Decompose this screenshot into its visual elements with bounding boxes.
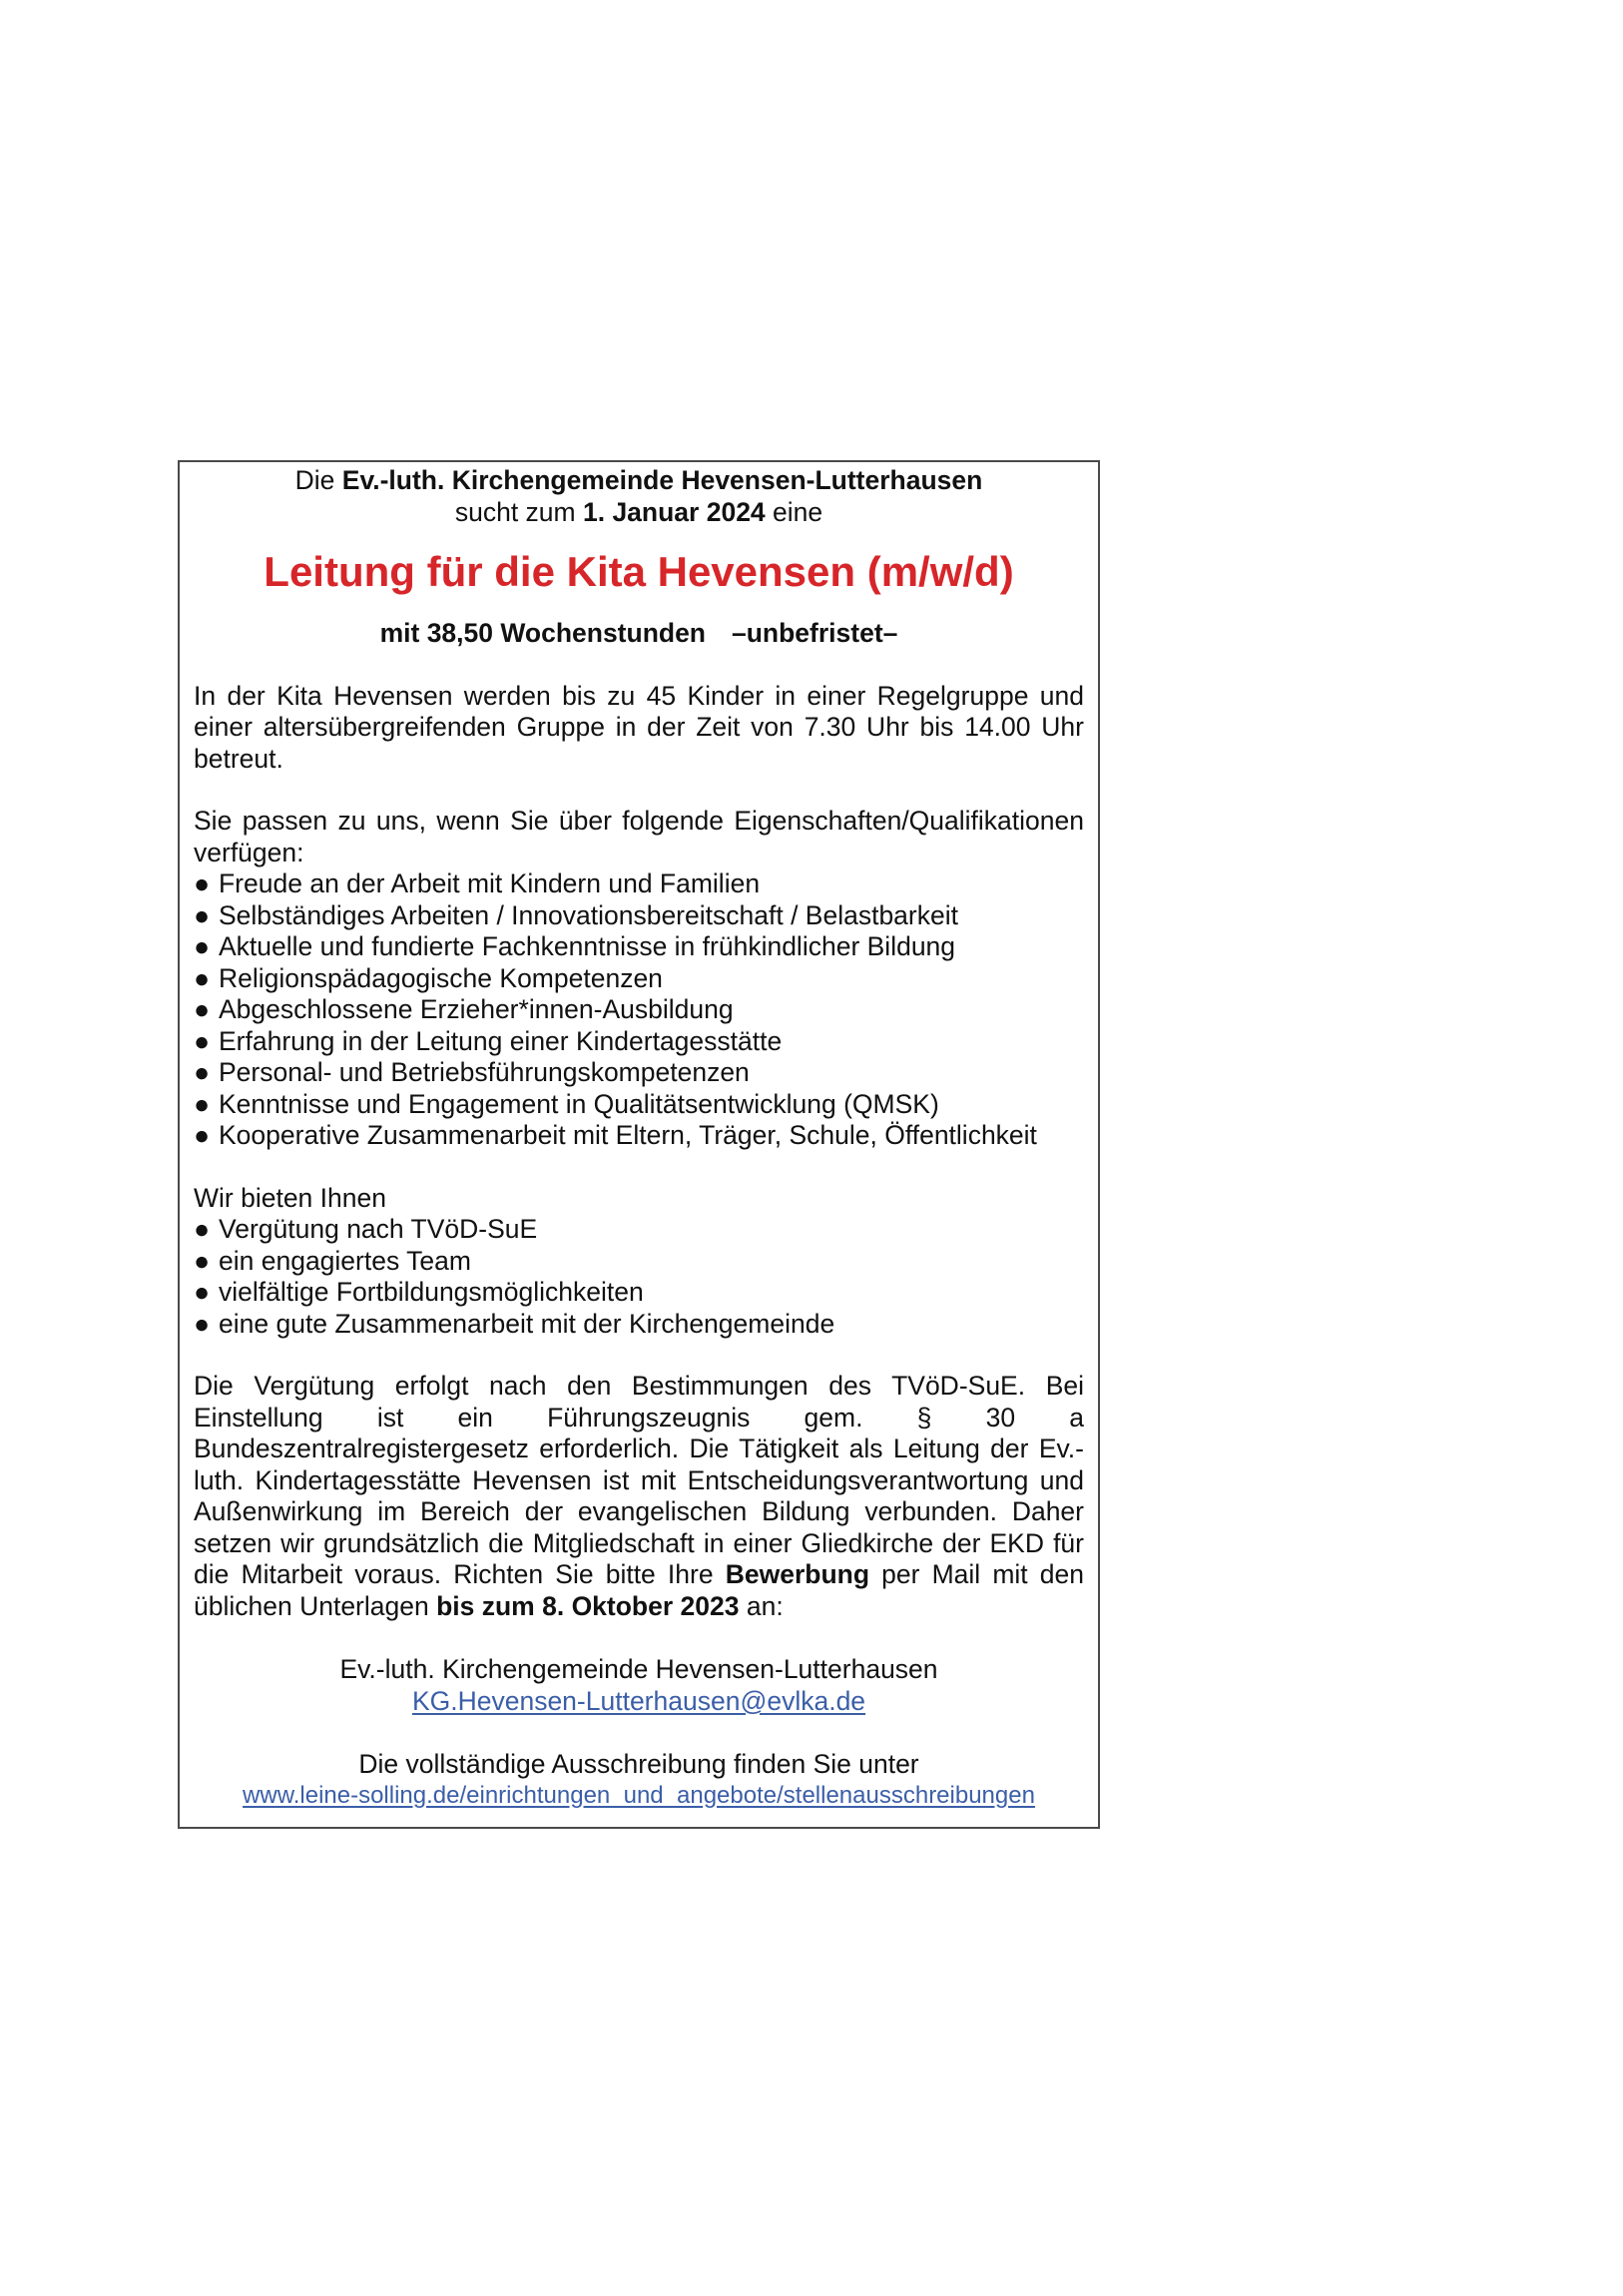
bullet-icon: ● <box>194 1277 211 1307</box>
contract-term: –unbefristet– <box>732 618 898 648</box>
offer-item <box>194 1246 1084 1278</box>
start-date: 1. Januar 2024 <box>582 496 766 527</box>
footer-block <box>194 1749 1084 1811</box>
qualification-item <box>194 1057 1084 1089</box>
header-suffix: eine <box>765 496 823 527</box>
qualification-item-text: Selbständiges Arbeiten / Innovationsbereitschaft / Belastbarkeit <box>219 899 958 930</box>
offer-lead: Wir bieten Ihnen <box>194 1182 386 1213</box>
qualification-item-text: Kooperative Zusammenarbeit mit Eltern, Träger, Schule, Öffentlichkeit <box>219 1120 1037 1150</box>
bullet-icon: ● <box>194 1120 211 1150</box>
qualification-item <box>194 963 1084 995</box>
qualification-item-text: Abgeschlossene Erzieher*innen-Ausbildung <box>219 994 734 1024</box>
terms-paragraph <box>194 1371 1084 1622</box>
weekly-hours: mit 38,50 Wochenstunden <box>379 618 706 648</box>
qualifications-section <box>194 806 1084 1152</box>
qualification-item <box>194 1089 1084 1121</box>
offer-item <box>194 1214 1084 1246</box>
job-listing-url-link[interactable]: www.leine-solling.de/einrichtungen_und_angebote/stellenausschreibungen <box>243 1781 1035 1809</box>
qualification-item <box>194 1026 1084 1058</box>
terms-text: Die Vergütung erfolgt nach den Bestimmungen des TVöD-SuE. Bei Einstellung ist ein Führungszeugnis gem. § 30 a Bundeszentralregistergesetz erforderlich. Die Tätigkeit als Leitung der Ev.-luth. Kindertagesstätte Hevensen ist mit Entscheidungsverantwortung und Außenwirkung im Bereich der evangelischen Bildung verbunden. Daher setzen wir grundsätzlich die Mitgliedschaft in einer Gliedkirche der EKD für die Mitarbeit voraus. Richten Sie bitte Ihre <box>194 1371 1084 1589</box>
bullet-icon: ● <box>194 1057 211 1087</box>
qualification-item <box>194 994 1084 1026</box>
intro-paragraph: In der Kita Hevensen werden bis zu 45 Kinder in einer Regelgruppe und einer altersübergreifenden Gruppe in der Zeit von 7.30 Uhr bis 14.00 Uhr betreut. <box>194 680 1084 774</box>
offer-item <box>194 1277 1084 1309</box>
bullet-icon: ● <box>194 1308 211 1339</box>
qualification-item-text: Religionspädagogische Kompetenzen <box>219 962 663 993</box>
qualification-item-text: Kenntnisse und Engagement in Qualitätsentwicklung (QMSK) <box>219 1088 939 1119</box>
working-hours <box>194 618 1084 650</box>
qualification-item-text: Freude an der Arbeit mit Kindern und Familien <box>219 868 761 898</box>
terms-middle: per Mail mit den üblichen Unterlagen <box>194 1559 1084 1621</box>
offer-item-text: Vergütung nach TVöD-SuE <box>219 1214 538 1244</box>
header-line-2 <box>194 497 1084 529</box>
contact-organization: Ev.-luth. Kirchengemeinde Hevensen-Lutterhausen <box>339 1654 938 1684</box>
bullet-icon: ● <box>194 899 211 930</box>
qualification-item-text: Aktuelle und fundierte Fachkenntnisse in frühkindlicher Bildung <box>219 931 956 961</box>
offer-item <box>194 1309 1084 1341</box>
terms-application: Bewerbung <box>725 1559 870 1589</box>
bullet-icon: ● <box>194 1025 211 1056</box>
qualification-item <box>194 868 1084 900</box>
application-deadline: bis zum 8. Oktober 2023 <box>436 1590 740 1621</box>
bullet-icon: ● <box>194 994 211 1024</box>
qualifications-lead: Sie passen zu uns, wenn Sie über folgende Eigenschaften/Qualifikationen verfügen: <box>194 806 1084 867</box>
offer-item-text: ein engagiertes Team <box>219 1245 471 1276</box>
bullet-icon: ● <box>194 1245 211 1276</box>
qualification-item-text: Personal- und Betriebsführungskompetenzen <box>219 1057 750 1087</box>
bullet-icon: ● <box>194 868 211 898</box>
bullet-icon: ● <box>194 962 211 993</box>
contact-email-link[interactable]: KG.Hevensen-Lutterhausen@evlka.de <box>411 1685 866 1716</box>
qualifications-list <box>194 868 1084 1152</box>
header-line-1 <box>194 465 1084 497</box>
job-ad-box <box>178 460 1100 1829</box>
header-seeks: sucht zum <box>454 496 583 527</box>
job-title: Leitung für die Kita Hevensen (m/w/d) <box>264 548 1014 595</box>
qualification-item <box>194 900 1084 932</box>
offer-item-text: eine gute Zusammenarbeit mit der Kirchengemeinde <box>219 1308 835 1339</box>
bullet-icon: ● <box>194 1214 211 1244</box>
header-organization: Ev.-luth. Kirchengemeinde Hevensen-Lutterhausen <box>341 465 983 495</box>
bullet-icon: ● <box>194 1088 211 1119</box>
offer-item-text: vielfältige Fortbildungsmöglichkeiten <box>219 1277 644 1307</box>
qualification-item-text: Erfahrung in der Leitung einer Kindertagesstätte <box>219 1025 783 1056</box>
contact-block <box>194 1654 1084 1717</box>
terms-end: an: <box>739 1590 784 1621</box>
offer-list <box>194 1214 1084 1340</box>
header-prefix: Die <box>294 465 342 495</box>
bullet-icon: ● <box>194 931 211 961</box>
footer-text: Die vollständige Ausschreibung finden Sie unter <box>358 1749 919 1779</box>
qualification-item <box>194 1120 1084 1152</box>
qualification-item <box>194 931 1084 963</box>
offer-section <box>194 1183 1084 1341</box>
